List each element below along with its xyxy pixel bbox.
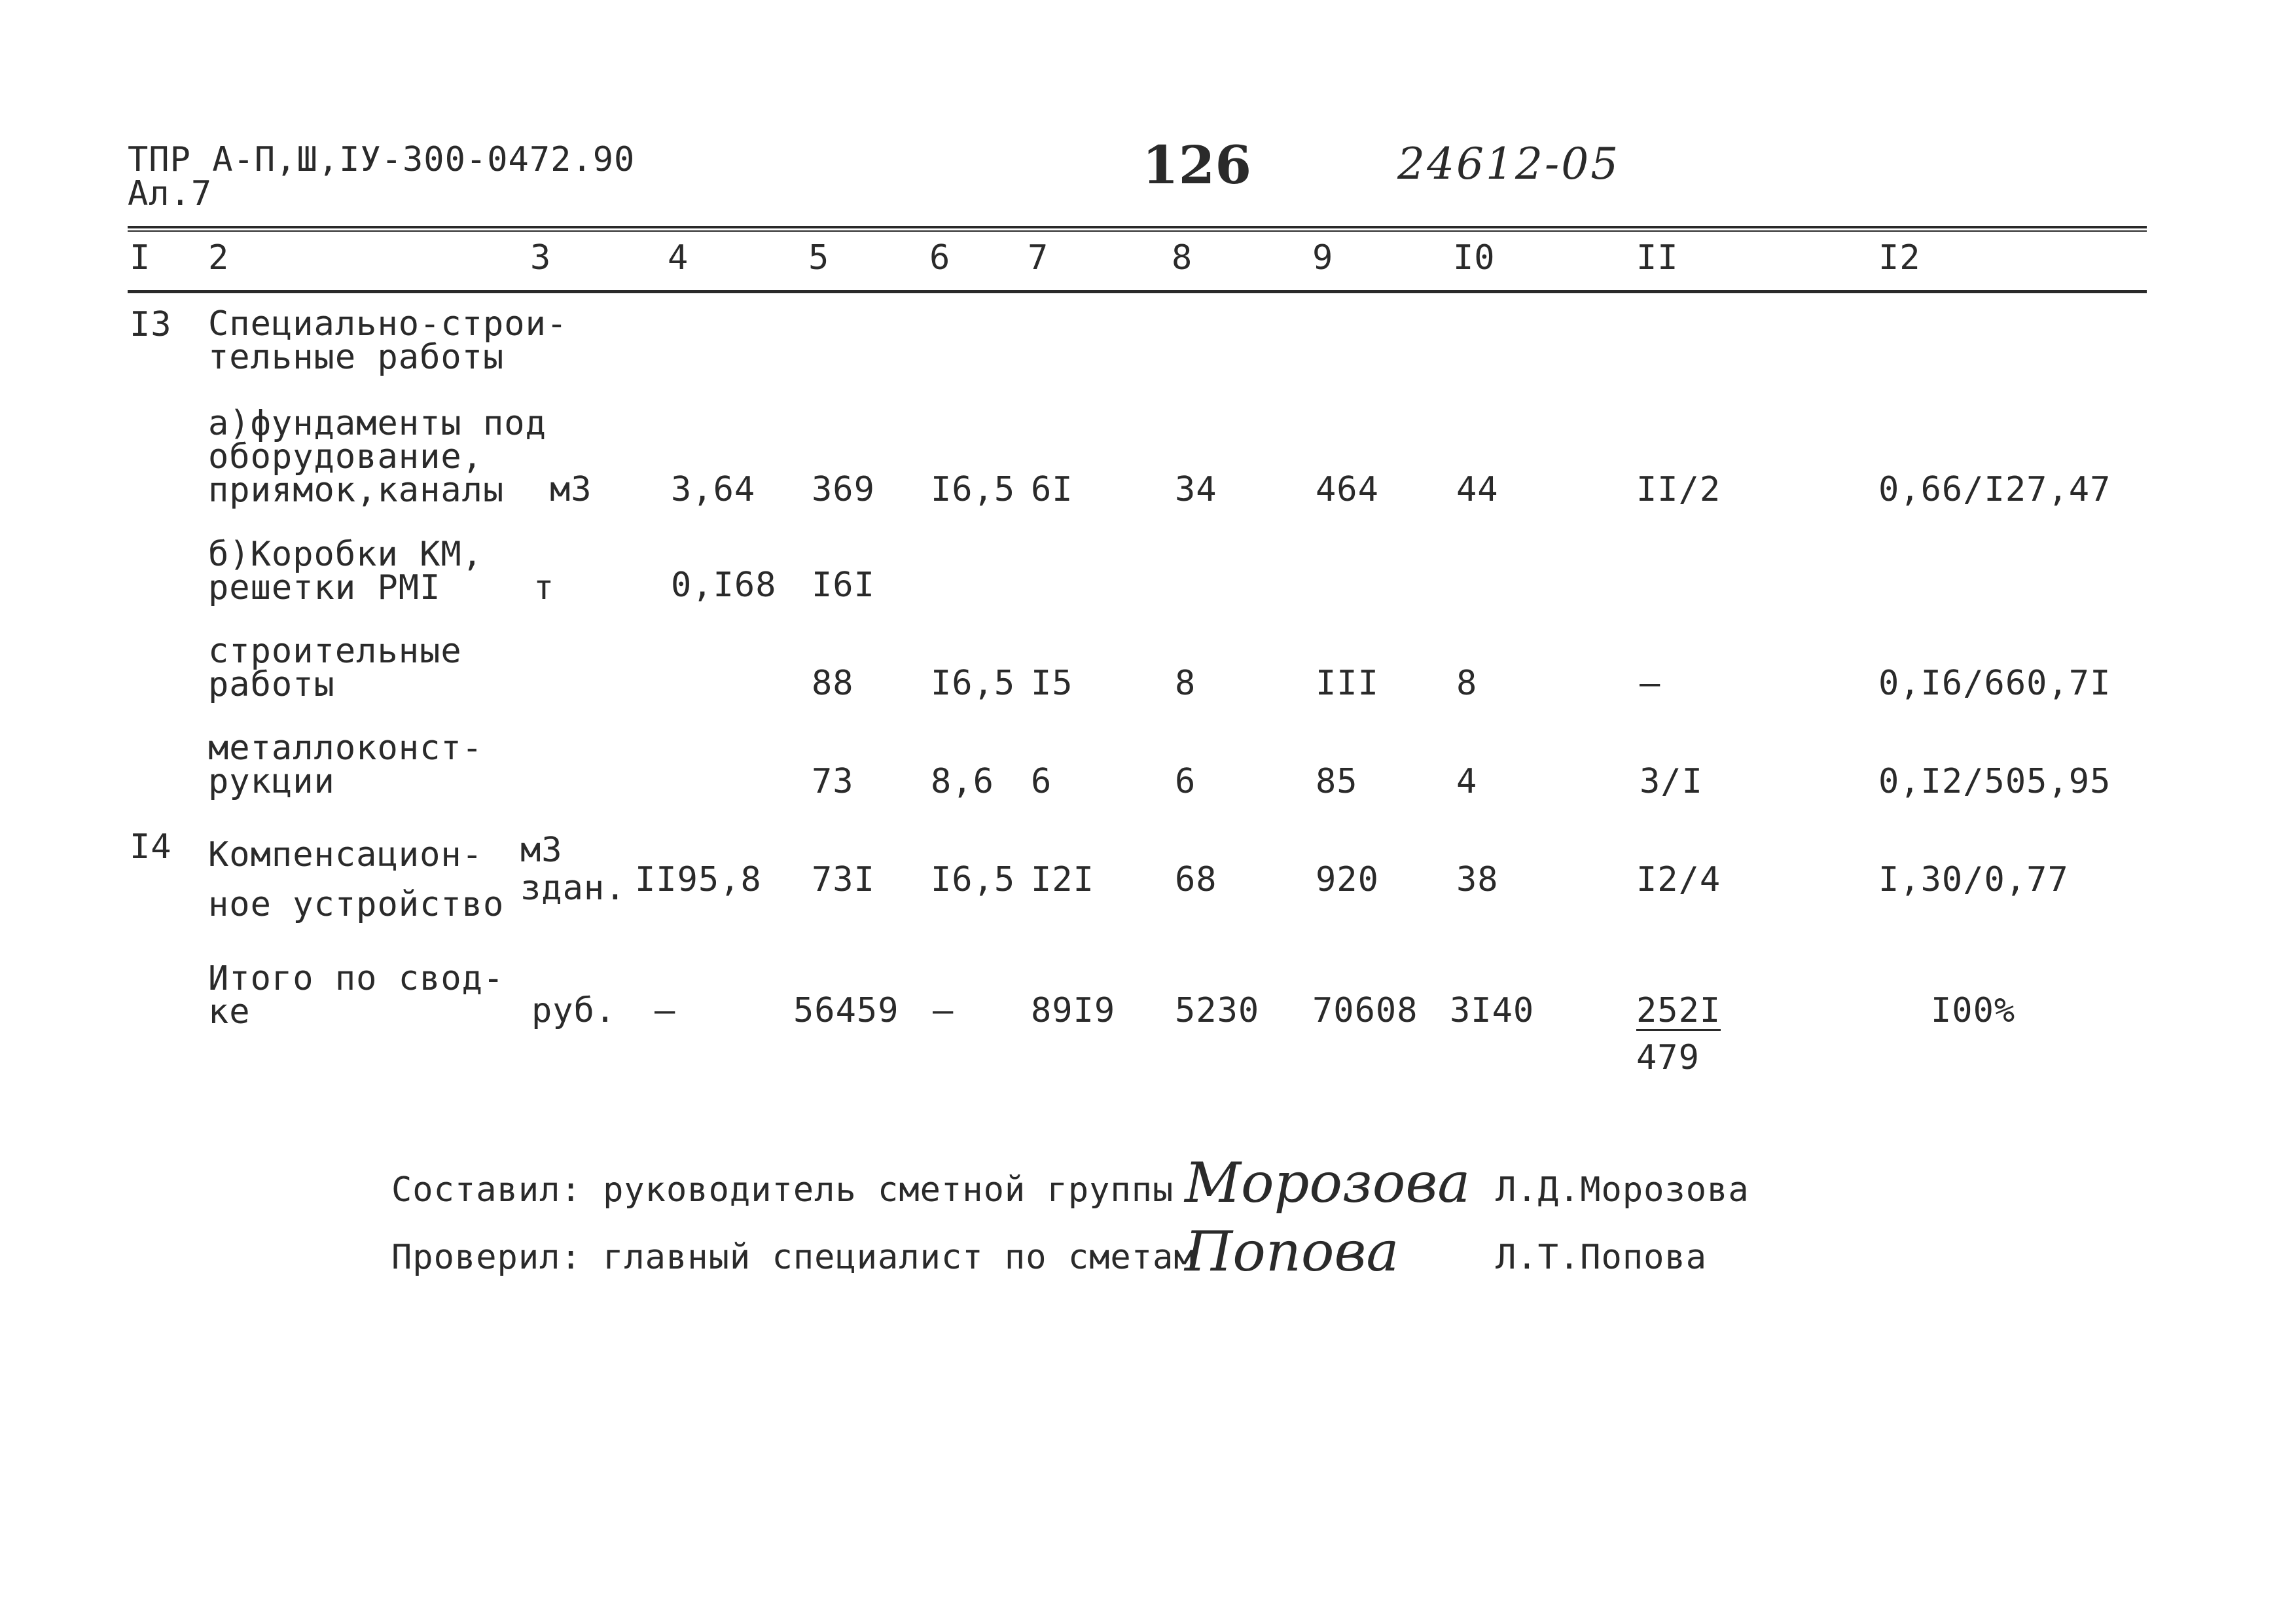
column-header: I	[130, 238, 151, 278]
column-header: 4	[668, 238, 689, 278]
value-cell: 44	[1456, 470, 1499, 509]
value-cell: 369	[812, 470, 875, 509]
value-cell: 0,I6/660,7I	[1878, 664, 2111, 703]
value-cell: 0,66/I27,47	[1878, 470, 2111, 509]
archive-number: 24612-05	[1397, 139, 1621, 189]
column-header: II	[1636, 238, 1679, 278]
unit-cell: руб.	[531, 991, 617, 1030]
header-rule-top	[128, 226, 2147, 228]
value-cell: –	[1640, 664, 1661, 703]
handwritten-signature: Морозова	[1185, 1151, 1471, 1215]
item-name: Специально-строи- тельные работы	[208, 304, 568, 377]
document-code: ТПР А-П,Ш,IУ-300-0472.90	[128, 140, 636, 179]
value-cell: 68	[1175, 860, 1217, 899]
value-cell: 920	[1316, 860, 1379, 899]
total-label: Итого по свод- ке	[208, 959, 505, 1032]
unit-cell: т	[533, 568, 555, 607]
value-cell: 70608	[1312, 991, 1418, 1030]
item-name: строительные работы	[208, 632, 462, 704]
value-cell: 8	[1456, 664, 1478, 703]
column-header: 5	[808, 238, 830, 278]
quantity-cell: 0,I68	[671, 566, 777, 605]
unit-cell: м3 здан.	[520, 831, 626, 908]
value-cell: 89I9	[1031, 991, 1116, 1030]
value-cell: 73	[812, 762, 854, 801]
value-cell: I,30/0,77	[1878, 860, 2069, 899]
value-cell: I6,5	[931, 470, 1016, 509]
row-number: I4	[130, 827, 172, 867]
column-header: 6	[929, 238, 951, 278]
value-cell: 56459	[793, 991, 899, 1030]
value-cell: II/2	[1636, 470, 1721, 509]
value-cell: 3/I	[1640, 762, 1703, 801]
value-cell: I00%	[1931, 991, 2016, 1030]
album-number: Ал.7	[128, 174, 213, 213]
value-cell: I2/4	[1636, 860, 1721, 899]
value-cell: 34	[1175, 470, 1217, 509]
signature-role: Проверил: главный специалист по сметам	[391, 1238, 1195, 1277]
handwritten-signature: Попова	[1185, 1219, 1399, 1284]
value-cell: I2I	[1031, 860, 1094, 899]
header-rule-top-double	[128, 230, 2147, 232]
page-number: 126	[1142, 134, 1251, 196]
item-name: металлоконст- рукции	[208, 729, 483, 801]
value-cell: 6	[1175, 762, 1196, 801]
value-cell: I5	[1031, 664, 1073, 703]
signer-name: Л.Д.Морозова	[1496, 1170, 1749, 1210]
quantity-cell: II95,8	[635, 860, 762, 899]
unit-cell: м3	[550, 470, 592, 509]
column-header: I0	[1453, 238, 1496, 278]
value-cell: 85	[1316, 762, 1358, 801]
value-cell: 5230	[1175, 991, 1260, 1030]
column-header: I2	[1878, 238, 1921, 278]
row-number: I3	[130, 305, 172, 344]
column-header: 3	[530, 238, 552, 278]
item-name: б)Коробки КМ, решетки РМI	[208, 535, 483, 607]
value-cell-denominator: 479	[1636, 1038, 1700, 1077]
signer-name: Л.Т.Попова	[1496, 1238, 1708, 1277]
value-cell: –	[933, 991, 954, 1030]
value-cell: 38	[1456, 860, 1499, 899]
value-cell: 4	[1456, 762, 1478, 801]
value-cell: 8	[1175, 664, 1196, 703]
value-cell: 464	[1316, 470, 1379, 509]
value-cell: I6I	[812, 566, 875, 605]
value-cell: 0,I2/505,95	[1878, 762, 2111, 801]
value-cell: 3I40	[1450, 991, 1535, 1030]
value-cell: 8,6	[931, 762, 994, 801]
header-rule-bottom	[128, 290, 2147, 293]
column-header: 2	[208, 238, 230, 278]
column-header: 9	[1312, 238, 1334, 278]
value-cell: I6,5	[931, 860, 1016, 899]
value-cell-numerator: 252I	[1636, 991, 1721, 1030]
column-header: 8	[1172, 238, 1193, 278]
signature-role: Составил: руководитель сметной группы	[391, 1170, 1174, 1210]
value-cell: 88	[812, 664, 854, 703]
value-cell: 6I	[1031, 470, 1073, 509]
value-cell: 6	[1031, 762, 1052, 801]
value-cell: 73I	[812, 860, 875, 899]
item-name: Компенсацион- ное устройство	[208, 835, 505, 924]
column-header: 7	[1028, 238, 1049, 278]
quantity-cell: –	[655, 991, 676, 1030]
quantity-cell: 3,64	[671, 470, 756, 509]
value-cell: III	[1316, 664, 1379, 703]
value-cell: I6,5	[931, 664, 1016, 703]
item-name: а)фундаменты под оборудование, приямок,каналы	[208, 404, 547, 510]
